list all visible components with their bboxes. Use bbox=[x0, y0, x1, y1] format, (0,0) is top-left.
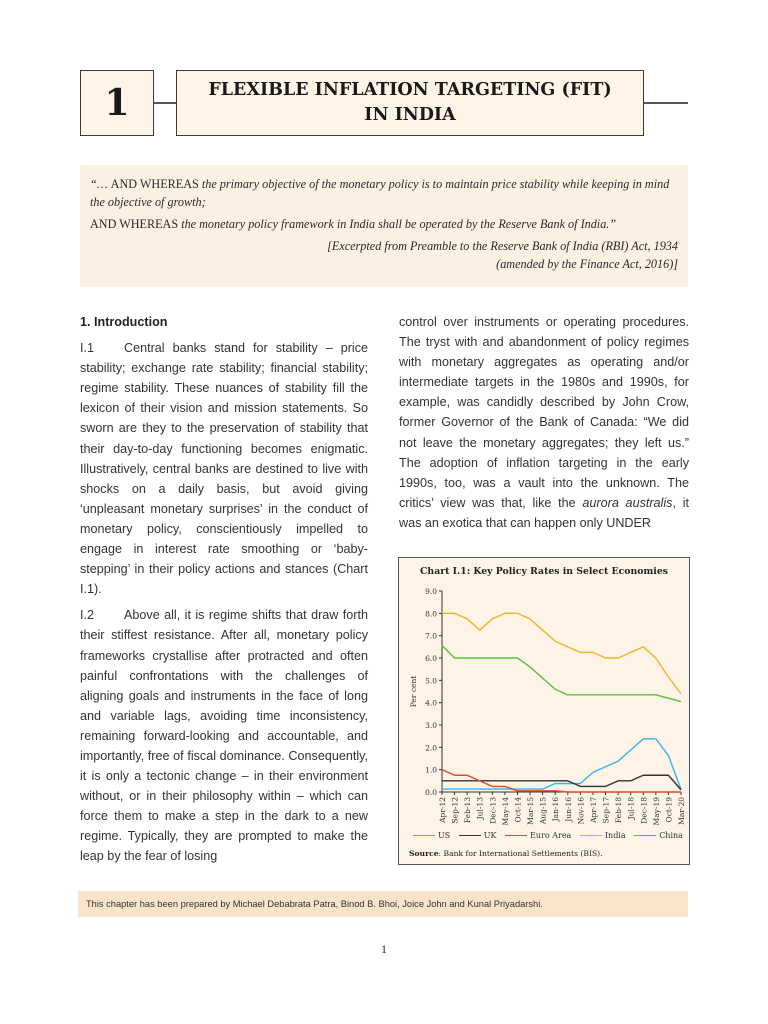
connector-line bbox=[154, 102, 176, 104]
chart-policy-rates bbox=[398, 557, 690, 865]
page-number: 1 bbox=[381, 942, 387, 956]
legend-item bbox=[580, 831, 626, 840]
chart-source: Source: Bank for International Settlements (BIS). bbox=[409, 849, 603, 858]
legend-swatch bbox=[634, 835, 656, 837]
chart-title: Chart I.1: Key Policy Rates in Select Economies bbox=[420, 566, 668, 577]
legend-swatch bbox=[459, 835, 481, 837]
section-heading: 1. Introduction bbox=[80, 315, 168, 329]
svg-text:Jul-18: Jul-18 bbox=[626, 797, 636, 820]
left-column bbox=[80, 312, 368, 873]
svg-text:2.0: 2.0 bbox=[425, 743, 437, 753]
svg-text:5.0: 5.0 bbox=[425, 676, 437, 686]
svg-text:Feb-18: Feb-18 bbox=[614, 797, 624, 824]
svg-text:9.0: 9.0 bbox=[425, 587, 437, 596]
chapter-number: 1 bbox=[80, 70, 154, 136]
chapter-title-line2: IN INDIA bbox=[364, 105, 456, 125]
legend-label: India bbox=[604, 831, 626, 840]
svg-text:Nov-16: Nov-16 bbox=[576, 797, 586, 825]
svg-text:Apr-12: Apr-12 bbox=[438, 797, 447, 823]
svg-text:Sep-12: Sep-12 bbox=[450, 797, 460, 824]
paragraph-2: I.2 Above all, it is regime shifts that draw forth their stiffest resistance. After all, monetary policy frameworks crystallise after protracted and often painful confrontations with the challenges of aligning goals and instruments in the face of long and variable lags, avoiding time inconsistency, remaining forward-looking and accountable, and importantly, free of fiscal dominance. Consequently, it is only a tectonic change – in their environment without, or in their philosophy within – which can force them to make a step in the dark to a new regime. Typically, they are prompted to make the leap by the fear of losing bbox=[80, 605, 368, 866]
paragraph-2-continued: control over instruments or operating procedures. The tryst with and abandonment of policy regimes with monetary aggregates as operating and/or intermediate targets in the 1980s and 1990s, for example, was candidly described by John Crow, former Governor of the Bank of Canada: “We did not leave the monetary aggregates; they left us.” The adoption of inflation targeting in the early 1990s, too, was a vault into the unknown. The critics’ view was that, like the aurora australis, it was an exotica that can happen only UNDER bbox=[399, 315, 689, 530]
legend-item bbox=[459, 831, 497, 840]
paragraph-number: I.2 bbox=[80, 608, 95, 623]
svg-text:Dec-13: Dec-13 bbox=[488, 797, 498, 824]
svg-text:3.0: 3.0 bbox=[425, 721, 437, 730]
svg-text:Jan-16: Jan-16 bbox=[551, 797, 561, 822]
epigraph-box bbox=[80, 165, 688, 287]
paragraph-number: I.1 bbox=[80, 341, 95, 356]
svg-text:7.0: 7.0 bbox=[425, 631, 437, 641]
paragraph-1: I.1 Central banks stand for stability – price stability; exchange rate stability; financial stability; regime stability. These nuances of stability fill the lexicon of their vision and mission statements. So sworn are they to the preservation of stability that their day-to-day functioning becomes enigmatic. Illustratively, central banks are destined to live with shocks on a daily basis, but avoid giving ‘unpleasant monetary surprises’ in the conduct of monetary policy, conscientiously impelled to engage in interest rate smoothing or ‘baby-stepping’ in their policy actions and stances (Chart I.1). bbox=[80, 338, 368, 599]
legend-label: China bbox=[659, 831, 683, 840]
svg-text:4.0: 4.0 bbox=[425, 698, 437, 708]
right-column bbox=[399, 312, 689, 539]
svg-text:May-19: May-19 bbox=[651, 797, 661, 826]
line-chart bbox=[399, 558, 691, 866]
epigraph-line1: “… AND WHEREAS the primary objective of the monetary policy is to maintain price stability while keeping in mind the objective of growth; bbox=[90, 177, 670, 209]
italic-term: aurora australis bbox=[582, 495, 673, 510]
chart-legend bbox=[413, 831, 683, 840]
connector-line bbox=[644, 102, 688, 104]
legend-item bbox=[634, 831, 683, 840]
chapter-credit: This chapter has been prepared by Michael Debabrata Patra, Binod B. Bhoi, Joice John and Kunal Priyadarshi. bbox=[78, 891, 688, 917]
chapter-title-line1: FLEXIBLE INFLATION TARGETING (FIT) bbox=[208, 80, 612, 100]
svg-text:8.0: 8.0 bbox=[425, 609, 437, 619]
svg-text:6.0: 6.0 bbox=[425, 654, 437, 663]
svg-text:0.0: 0.0 bbox=[425, 788, 437, 797]
legend-swatch bbox=[413, 835, 435, 837]
legend-item bbox=[413, 831, 450, 840]
legend-swatch bbox=[505, 835, 527, 837]
svg-text:Jul-13: Jul-13 bbox=[475, 797, 485, 820]
svg-text:1.0: 1.0 bbox=[425, 765, 437, 775]
epigraph-source-line1: [Excerpted from Preamble to the Reserve Bank of India (RBI) Act, 1934 bbox=[327, 239, 678, 253]
svg-text:Aug-15: Aug-15 bbox=[538, 797, 548, 825]
legend-label: UK bbox=[483, 831, 497, 840]
svg-text:May-14: May-14 bbox=[500, 797, 510, 826]
svg-text:Mar-15: Mar-15 bbox=[526, 797, 536, 825]
svg-text:Per cent: Per cent bbox=[409, 675, 418, 708]
epigraph-source-line2: (amended by the Finance Act, 2016)] bbox=[496, 257, 678, 271]
legend-label: Euro Area bbox=[530, 831, 572, 840]
svg-text:Apr-17: Apr-17 bbox=[588, 797, 598, 823]
legend-item bbox=[505, 831, 571, 840]
svg-text:Mar-20: Mar-20 bbox=[677, 797, 686, 825]
legend-swatch bbox=[580, 835, 602, 837]
svg-text:Feb-13: Feb-13 bbox=[463, 797, 473, 824]
chapter-title bbox=[176, 70, 644, 136]
epigraph-line2: AND WHEREAS the monetary policy framework in India shall be operated by the Reserve Bank of India.” bbox=[90, 217, 617, 231]
svg-text:Dec-18: Dec-18 bbox=[639, 797, 649, 824]
svg-text:Sep-17: Sep-17 bbox=[601, 797, 611, 824]
svg-text:Oct-14: Oct-14 bbox=[513, 797, 523, 823]
svg-text:Jun-16: Jun-16 bbox=[563, 797, 573, 822]
legend-label: US bbox=[438, 831, 451, 840]
svg-text:Oct-19: Oct-19 bbox=[664, 797, 674, 823]
